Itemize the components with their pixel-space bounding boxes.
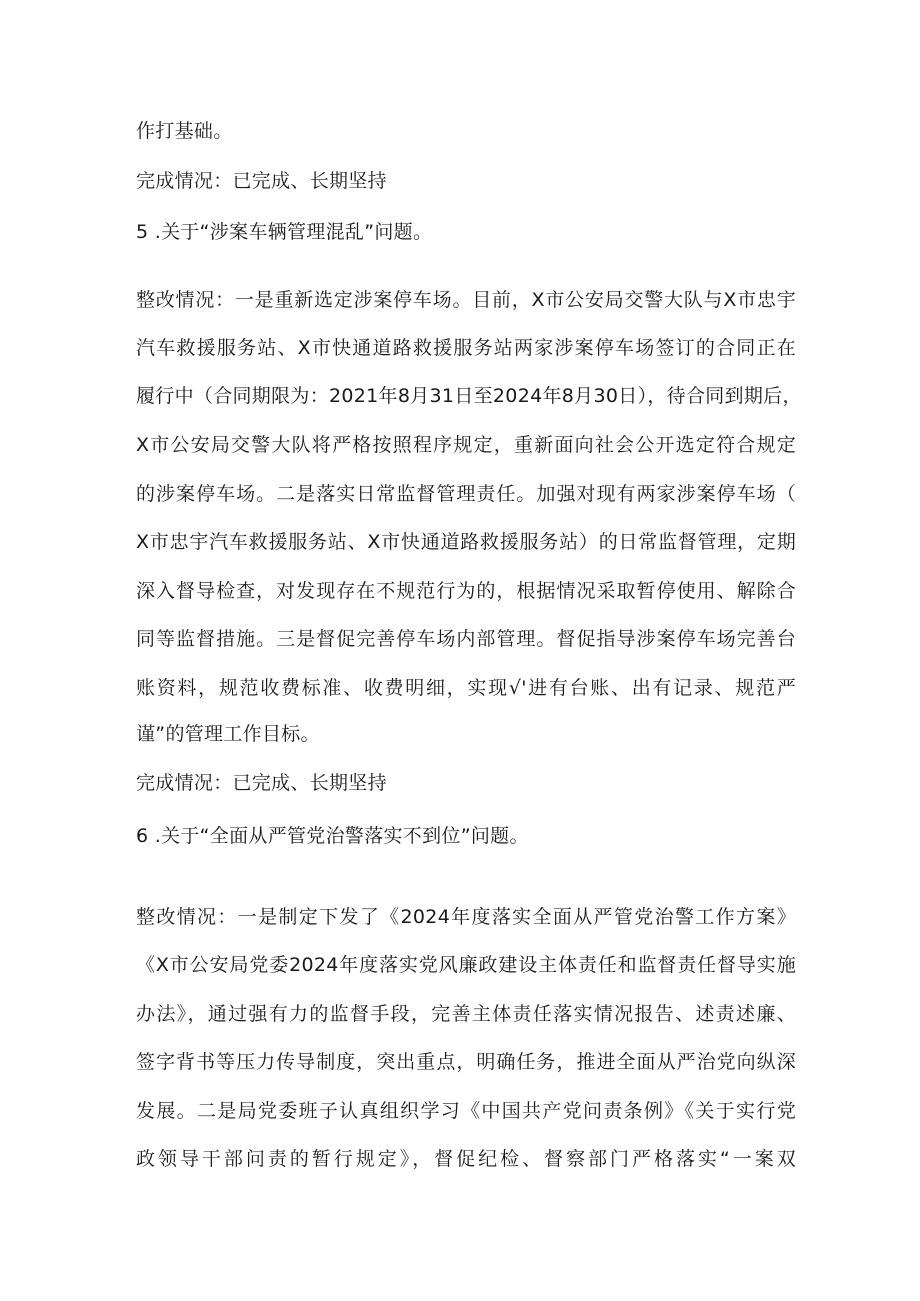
paragraph-line: X市公安局交警大队将严格按照程序规定，重新面向社会公开选定符合规定 <box>136 434 796 456</box>
paragraph-line: 政领导干部问责的暂行规定》，督促纪检、督察部门严格落实“一案双 <box>136 1148 796 1170</box>
completion-status-line: 完成情况：已完成、长期坚持 <box>136 170 387 192</box>
paragraph-line: 整改情况：一是重新选定涉案停车场。目前，X市公安局交警大队与X市忠宇 <box>136 289 796 311</box>
paragraph-line: 深入督导检查，对发现存在不规范行为的，根据情况采取暂停使用、解除合 <box>136 580 796 602</box>
paragraph-line: X市忠宇汽车救援服务站、X市快通道路救援服务站）的日常监督管理，定期 <box>136 531 796 553</box>
section-heading-6: 6 .关于“全面从严管党治警落实不到位”问题。 <box>136 825 529 847</box>
paragraph-line: 整改情况：一是制定下发了《2024年度落实全面从严管党治警工作方案》 <box>136 906 796 928</box>
paragraph-line: 发展。二是局党委班子认真组织学习《中国共产党问责条例》《关于实行党 <box>136 1100 796 1122</box>
paragraph-line: 账资料，规范收费标准、收费明细，实现√'进有台账、出有记录、规范严 <box>136 677 796 699</box>
paragraph-line: 办法》，通过强有力的监督手段，完善主体责任落实情况报告、述责述廉、 <box>136 1003 796 1025</box>
text-line-1: 作打基础。 <box>136 120 233 142</box>
paragraph-line: 谨”的管理工作目标。 <box>136 723 320 745</box>
paragraph-line: 的涉案停车场。二是落实日常监督管理责任。加强对现有两家涉案停车场（ <box>136 483 796 505</box>
paragraph-line: 汽车救援服务站、X市快通道路救援服务站两家涉案停车场签订的合同正在 <box>136 337 796 359</box>
completion-status-line: 完成情况：已完成、长期坚持 <box>136 772 387 794</box>
paragraph-line: 同等监督措施。三是督促完善停车场内部管理。督促指导涉案停车场完善台 <box>136 628 796 650</box>
paragraph-line: 履行中（合同期限为：2021年8月31日至2024年8月30日），待合同到期后， <box>136 385 802 407</box>
section-heading-5: 5 .关于“涉案车辆管理混乱”问题。 <box>136 221 433 243</box>
paragraph-line: 《X市公安局党委2024年度落实党风廉政建设主体责任和监督责任督导实施 <box>136 954 796 976</box>
paragraph-line: 签字背书等压力传导制度，突出重点，明确任务，推进全面从严治党向纵深 <box>136 1051 796 1073</box>
